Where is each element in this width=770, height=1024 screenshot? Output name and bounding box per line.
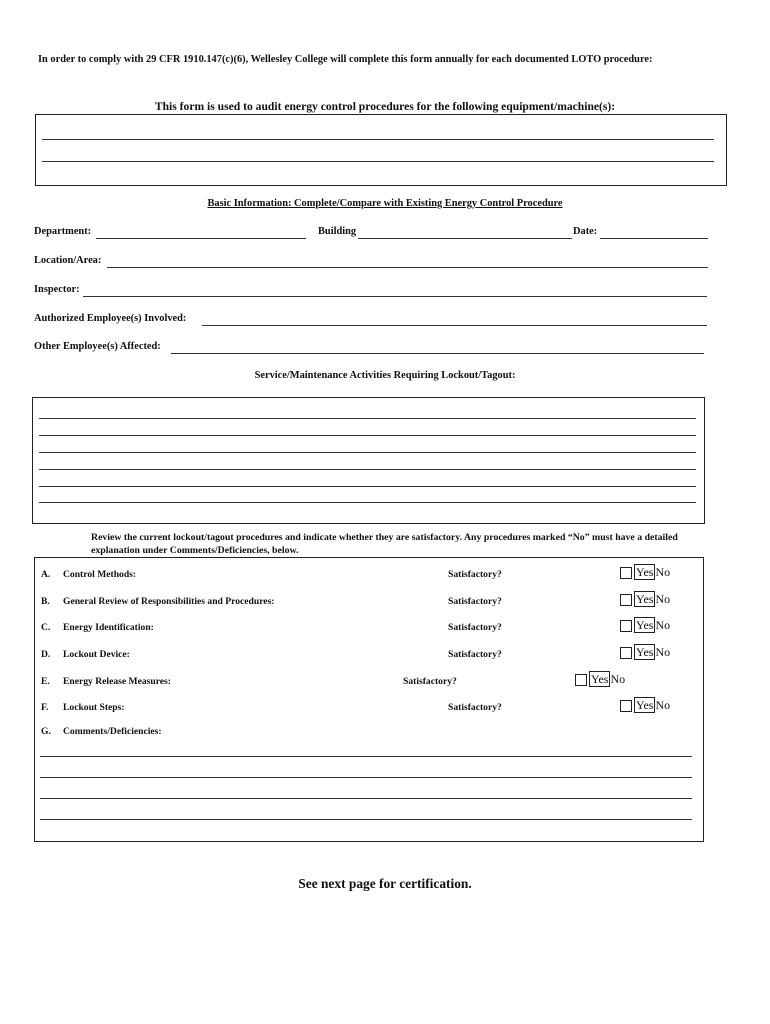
service-heading: Service/Maintenance Activities Requiring Lockout/Tagout: (254, 370, 516, 381)
satisfactory-label: Satisfactory? (448, 569, 502, 580)
date-label: Date: (573, 226, 598, 237)
yes-option[interactable]: Yes (636, 618, 654, 632)
row-label: General Review of Responsibilities and Procedures: (63, 596, 275, 607)
comments-line-3[interactable] (40, 798, 692, 799)
no-option[interactable]: No (655, 592, 671, 606)
date-field[interactable] (600, 238, 708, 239)
yes-no-energy-identification (634, 618, 670, 633)
yes-option[interactable]: Yes (636, 565, 654, 579)
basic-info-heading: Basic Information: Complete/Compare with Existing Energy Control Procedure (207, 198, 563, 209)
service-line-4[interactable] (39, 469, 696, 470)
row-label: Control Methods: (63, 569, 137, 580)
yes-option[interactable]: Yes (636, 592, 654, 606)
other-employee-field[interactable] (171, 353, 704, 354)
yes-no-energy-release (589, 672, 625, 687)
audit-title: This form is used to audit energy control procedures for the following equipment/machine(s): (154, 100, 616, 113)
row-label: Lockout Steps: (63, 702, 125, 713)
authorized-employee-label: Authorized Employee(s) Involved: (34, 313, 187, 324)
satisfactory-label: Satisfactory? (403, 676, 457, 687)
service-box (32, 397, 705, 524)
footer-note: See next page for certification. (298, 876, 472, 891)
row-label: Comments/Deficiencies: (63, 726, 162, 737)
service-line-1[interactable] (39, 418, 696, 419)
yes-no-control-methods (634, 565, 670, 580)
no-option[interactable]: No (655, 645, 671, 659)
review-instructions: Review the current lockout/tagout procedures and indicate whether they are satisfactory. Any procedures marked “No” must have a detailed explanation under Comments/Deficiencies, below. (91, 532, 678, 556)
satisfactory-label: Satisfactory? (448, 596, 502, 607)
row-letter: D. (41, 649, 51, 660)
no-option[interactable]: No (655, 618, 671, 632)
building-label: Building (318, 226, 357, 237)
intro-text: In order to comply with 29 CFR 1910.147(c)(6), Wellesley College will complete this form annually for each documented LOTO procedure: (38, 54, 653, 65)
no-option[interactable]: No (655, 698, 671, 712)
service-line-5[interactable] (39, 486, 696, 487)
satisfactory-label: Satisfactory? (448, 649, 502, 660)
no-option[interactable]: No (655, 565, 671, 579)
building-field[interactable] (358, 238, 572, 239)
row-letter: B. (41, 596, 50, 607)
comments-line-1[interactable] (40, 756, 692, 757)
satisfactory-label: Satisfactory? (448, 622, 502, 633)
checkbox-general-review[interactable] (620, 594, 632, 606)
row-letter: G. (41, 726, 51, 737)
satisfactory-label: Satisfactory? (448, 702, 502, 713)
row-letter: A. (41, 569, 51, 580)
yes-option[interactable]: Yes (636, 645, 654, 659)
row-letter: E. (41, 676, 50, 687)
department-field[interactable] (96, 238, 306, 239)
service-line-2[interactable] (39, 435, 696, 436)
row-letter: C. (41, 622, 51, 633)
authorized-employee-field[interactable] (202, 325, 707, 326)
yes-no-lockout-device (634, 645, 670, 660)
checkbox-energy-identification[interactable] (620, 620, 632, 632)
location-field[interactable] (107, 267, 708, 268)
inspector-field[interactable] (83, 296, 707, 297)
no-option[interactable]: No (610, 672, 626, 686)
row-label: Lockout Device: (63, 649, 130, 660)
location-label: Location/Area: (34, 255, 102, 266)
checkbox-lockout-steps[interactable] (620, 700, 632, 712)
service-line-6[interactable] (39, 502, 696, 503)
checkbox-energy-release[interactable] (575, 674, 587, 686)
equipment-line-1[interactable] (42, 139, 714, 140)
equipment-line-2[interactable] (42, 161, 714, 162)
row-letter: F. (41, 702, 49, 713)
service-line-3[interactable] (39, 452, 696, 453)
yes-no-lockout-steps (634, 698, 670, 713)
row-label: Energy Release Measures: (63, 676, 171, 687)
yes-no-general-review (634, 592, 670, 607)
checkbox-lockout-device[interactable] (620, 647, 632, 659)
other-employee-label: Other Employee(s) Affected: (34, 341, 161, 352)
department-label: Department: (34, 226, 92, 237)
yes-option[interactable]: Yes (636, 698, 654, 712)
yes-option[interactable]: Yes (591, 672, 609, 686)
comments-line-4[interactable] (40, 819, 692, 820)
comments-line-2[interactable] (40, 777, 692, 778)
equipment-box (35, 114, 727, 186)
checkbox-control-methods[interactable] (620, 567, 632, 579)
inspector-label: Inspector: (34, 284, 80, 295)
row-label: Energy Identification: (63, 622, 154, 633)
